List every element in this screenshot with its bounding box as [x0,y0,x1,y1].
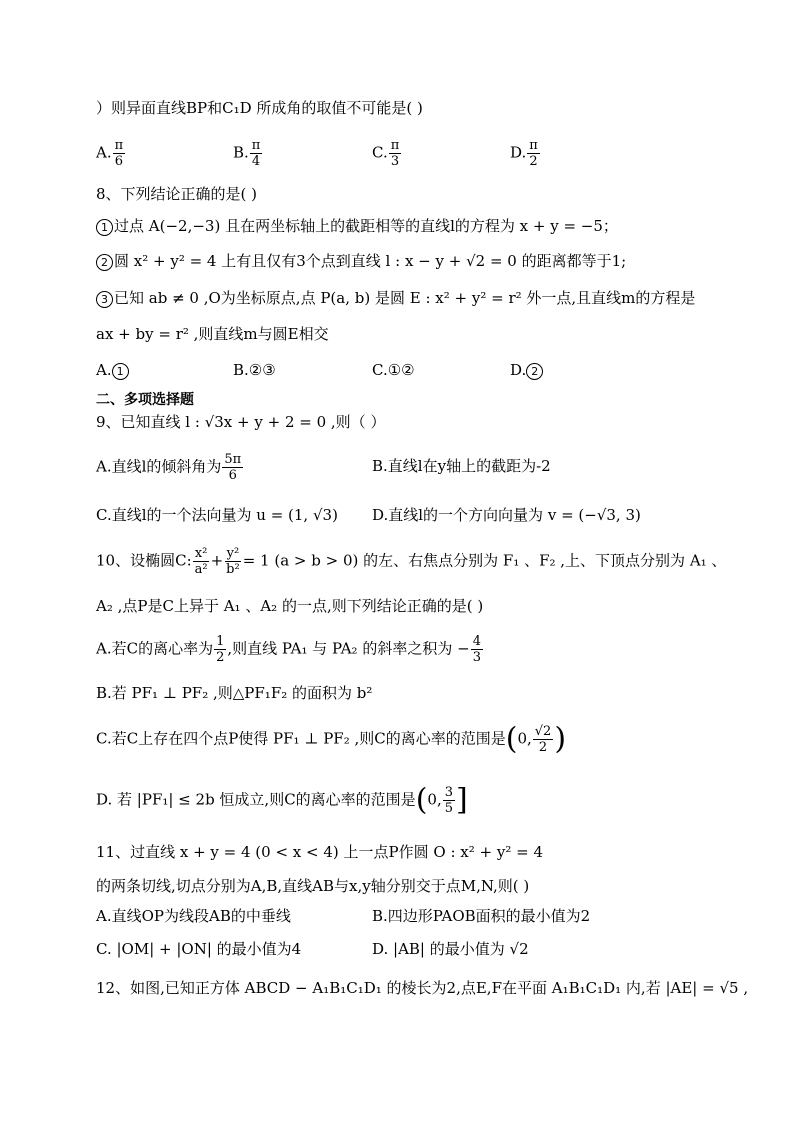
q7-option-a: A. $\frac{\pi}{6}$ [96,138,124,169]
q11-option-d: D. |AB| 的最小值为 √2 [372,940,529,958]
q8-statement-1: 1 过点 A(−2,−3) 且在两坐标轴上的截距相等的直线l的方程为 x + y = −5； [96,216,618,236]
q9-option-d: D.直线l的一个方向向量为 v = (−√3, 3) [372,506,641,524]
q7-option-c: C. $\frac{\pi}{3}$ [372,138,400,169]
q12-stem: 12、如图,已知正方体 ABCD − A₁B₁C₁D₁ 的棱长为2,点E,F在平面 A₁B₁C₁D₁ 内,若 |AE| = √5 , [96,979,749,997]
q8-statement-3-cont: ax + by = r² ,则直线m与圆E相交 [96,325,329,343]
q9-option-a: A.直线l的倾斜角为 $\frac{5\pi}{6}$ [96,452,242,483]
q7-option-b: B. $\frac{\pi}{4}$ [233,138,261,169]
q8-option-b: B.②③ [233,361,276,379]
q10-stem-cont: A₂ ,点P是C上异于 A₁ 、A₂ 的一点,则下列结论正确的是( ) [96,597,484,615]
q7-option-d: D. $\frac{\pi}{2}$ [510,138,538,169]
q10-stem: 10、设椭圆C: $\frac{\text{x²}}{\text{a²}}$ + $\frac{\text{y²}}{\text{b²}}$ = 1 (a > b > 0) 的左、右焦点分别为 F₁ 、F₂ ,上、下顶点分别为 A₁ 、 [96,546,727,577]
circled-number-1: 1 [96,219,113,236]
q11-stem-cont: 的两条切线,切点分别为A,B,直线AB与x,y轴分别交于点M,N,则( ) [96,877,530,895]
circled-number-2: 2 [526,363,543,380]
q9-option-b: B.直线l在y轴上的截距为-2 [372,457,551,475]
q10-option-a: A.若C的离心率为 $\frac{1}{2}$ ,则直线 PA₁ 与 PA₂ 的斜率之积为 − $\frac{4}{3}$ [96,634,481,665]
q8-option-d: D. 2 [510,360,544,380]
q11-option-b: B.四边形PAOB面积的最小值为2 [372,907,591,925]
q8-option-a: A. 1 [96,360,130,380]
q8-option-c: C.①② [372,361,415,379]
q8-statement-2: 2 圆 x² + y² = 4 上有且仅有3个点到直线 l : x − y + √2 = 0 的距离都等于1; [96,251,626,271]
circled-number-3: 3 [96,291,113,308]
q10-option-b: B.若 PF₁ ⊥ PF₂ ,则△PF₁F₂ 的面积为 b² [96,684,373,702]
circled-number-2: 2 [96,254,113,271]
q9-stem: 9、已知直线 l : √3x + y + 2 = 0 ,则（ ） [96,413,386,431]
circled-number-1: 1 [112,363,129,380]
q7-stem-tail: ）则异面直线BP和C₁D 所成角的取值不可能是( ) [96,99,423,117]
q9-option-c: C.直线l的一个法向量为 u = (1, √3) [96,506,338,524]
q11-stem: 11、过直线 x + y = 4 (0 < x < 4) 上一点P作圆 O : x² + y² = 4 [96,843,543,861]
q11-option-a: A.直线OP为线段AB的中垂线 [96,907,291,925]
q8-statement-3: 3 已知 ab ≠ 0 ,O为坐标原点,点 P(a, b) 是圆 E : x² + y² = r² 外一点,且直线m的方程是 [96,288,695,308]
q10-option-c: C.若C上存在四个点P使得 PF₁ ⊥ PF₂ ,则C的离心率的范围是(0, $\frac{√2}{2}$ ) [96,721,567,757]
q10-option-d: D. 若 |PF₁| ≤ 2b 恒成立,则C的离心率的范围是(0, $\frac{3}{5}$ ] [96,782,468,818]
section-heading: 二、多项选择题 [96,392,194,408]
q8-stem: 8、下列结论正确的是( ) [96,185,258,203]
q11-option-c: C. |OM| + |ON| 的最小值为4 [96,940,302,958]
